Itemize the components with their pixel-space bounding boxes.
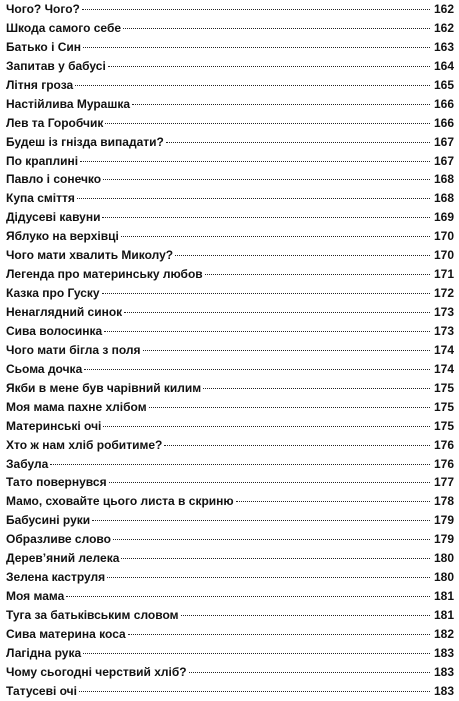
toc-entry-page-number: 181 [433, 608, 454, 622]
toc-dot-leader [77, 198, 430, 199]
toc-entry-title: Тато повернувся [6, 475, 107, 490]
toc-entry [6, 322, 454, 341]
toc-dot-leader [80, 161, 430, 162]
toc-entry [6, 189, 454, 208]
toc-dot-leader [84, 369, 430, 370]
toc-entry [6, 492, 454, 511]
toc-dot-leader [164, 445, 430, 446]
toc-entry-page-number: 183 [433, 683, 454, 698]
toc-list [6, 0, 454, 701]
toc-entry-title: По краплині [6, 153, 79, 168]
toc-entry-page-number: 175 [433, 418, 454, 433]
toc-entry-title: Зелена каструля [6, 570, 106, 585]
toc-dot-leader [83, 653, 430, 654]
toc-entry [6, 19, 454, 38]
toc-entry-title: Будеш із гнізда випадати? [6, 134, 164, 149]
toc-entry [6, 303, 454, 322]
toc-entry-title: Чого мати бігла з поля [6, 342, 141, 357]
toc-entry [6, 587, 454, 606]
toc-entry [6, 152, 454, 171]
toc-entry [6, 341, 454, 360]
toc-dot-leader [75, 85, 430, 86]
toc-entry-title: Мамо, сховайте цього листа в скриню [6, 494, 234, 509]
toc-dot-leader [189, 672, 430, 673]
toc-entry-title: Татусеві очі [6, 683, 77, 698]
toc-entry-title: Ненаглядний синок [6, 305, 123, 319]
toc-dot-leader [108, 66, 430, 67]
toc-entry-title: Запитав у бабусі [6, 58, 106, 73]
toc-entry [6, 265, 454, 284]
toc-entry-title: Сьома дочка [6, 361, 83, 376]
toc-entry [6, 0, 454, 19]
toc-entry [6, 114, 454, 133]
toc-entry [6, 473, 454, 492]
toc-entry-page-number: 175 [433, 399, 454, 414]
toc-dot-leader [205, 274, 430, 275]
toc-entry-title: Сива материна коса [6, 626, 126, 641]
toc-entry-title: Моя мама пахне хлібом [6, 399, 147, 414]
toc-entry-page-number: 175 [433, 380, 454, 395]
toc-dot-leader [103, 179, 430, 180]
toc-entry-page-number: 162 [433, 20, 454, 35]
toc-entry-title: Шкода самого себе [6, 20, 122, 35]
toc-dot-leader [103, 426, 430, 427]
toc-entry-title: Материнські очі [6, 418, 102, 433]
toc-entry [6, 227, 454, 246]
toc-entry-title: Образливе слово [6, 532, 111, 547]
toc-entry [6, 417, 454, 436]
toc-entry-page-number: 171 [433, 267, 454, 282]
toc-dot-leader [82, 9, 430, 10]
toc-dot-leader [66, 596, 430, 597]
toc-dot-leader [83, 47, 430, 48]
toc-dot-leader [121, 558, 430, 559]
toc-entry-title: Казка про Гуску [6, 286, 100, 301]
toc-dot-leader [92, 520, 430, 521]
toc-dot-leader [149, 407, 430, 408]
toc-entry-page-number: 180 [433, 570, 454, 585]
toc-entry-page-number: 178 [433, 494, 454, 509]
toc-entry-page-number: 182 [433, 626, 454, 641]
toc-dot-leader [102, 293, 430, 294]
toc-dot-leader [50, 464, 430, 465]
toc-entry-page-number: 163 [433, 39, 454, 54]
toc-entry-page-number: 165 [433, 77, 454, 92]
toc-entry-title: Дідусеві кавуни [6, 210, 101, 225]
toc-entry-title: Чого мати хвалить Миколу? [6, 248, 174, 263]
toc-dot-leader [113, 539, 430, 540]
toc-entry-page-number: 173 [433, 305, 454, 319]
toc-entry-title: Дерев’яний лелека [6, 551, 120, 566]
toc-entry [6, 360, 454, 379]
toc-entry-title: Яблуко на верхівці [6, 229, 119, 244]
toc-entry-page-number: 168 [433, 172, 454, 187]
toc-entry-page-number: 179 [433, 532, 454, 547]
toc-entry-page-number: 170 [433, 229, 454, 244]
toc-entry [6, 38, 454, 57]
toc-entry-page-number: 166 [433, 96, 454, 111]
toc-entry [6, 398, 454, 417]
toc-dot-leader [102, 217, 430, 218]
toc-entry-title: Літня гроза [6, 77, 74, 92]
toc-entry-page-number: 181 [433, 589, 454, 604]
toc-dot-leader [109, 482, 430, 483]
toc-entry-page-number: 167 [433, 134, 454, 149]
toc-dot-leader [107, 577, 430, 578]
toc-entry-title: Хто ж нам хліб робитиме? [6, 437, 163, 452]
toc-entry-title: Батько і Син [6, 39, 82, 54]
toc-entry [6, 511, 454, 530]
toc-entry [6, 133, 454, 152]
toc-entry-page-number: 174 [433, 361, 454, 376]
toc-entry-page-number: 169 [433, 210, 454, 225]
toc-entry [6, 568, 454, 587]
toc-entry [6, 549, 454, 568]
toc-entry-title: Якби в мене був чарівний килим [6, 380, 202, 395]
toc-entry [6, 284, 454, 303]
toc-entry [6, 379, 454, 398]
toc-entry-page-number: 177 [433, 475, 454, 490]
toc-dot-leader [124, 312, 430, 313]
toc-entry-title: Легенда про материнську любов [6, 267, 203, 282]
toc-entry [6, 682, 454, 701]
toc-entry-page-number: 172 [433, 286, 454, 301]
toc-entry-title: Чого? Чого? [6, 2, 80, 16]
toc-dot-leader [181, 615, 430, 616]
toc-entry-title: Туга за батьківським словом [6, 608, 179, 622]
toc-entry-page-number: 166 [433, 115, 454, 130]
toc-entry-page-number: 173 [433, 323, 454, 338]
toc-entry [6, 663, 454, 682]
toc-dot-leader [123, 28, 430, 29]
toc-entry-title: Моя мама [6, 589, 65, 604]
toc-entry [6, 208, 454, 227]
toc-dot-leader [128, 634, 430, 635]
toc-entry [6, 436, 454, 455]
toc-entry-page-number: 179 [433, 513, 454, 528]
toc-dot-leader [105, 123, 430, 124]
toc-entry [6, 76, 454, 95]
toc-entry-page-number: 180 [433, 551, 454, 566]
toc-entry-title: Купа сміття [6, 191, 75, 206]
toc-dot-leader [166, 142, 430, 143]
toc-entry [6, 530, 454, 549]
toc-entry [6, 644, 454, 663]
toc-entry-page-number: 183 [433, 645, 454, 660]
toc-entry [6, 625, 454, 644]
toc-entry-title: Настійлива Мурашка [6, 96, 131, 111]
toc-entry [6, 606, 454, 625]
toc-entry [6, 95, 454, 114]
toc-entry [6, 57, 454, 76]
toc-dot-leader [236, 501, 430, 502]
toc-entry-title: Павло і сонечко [6, 172, 102, 187]
toc-entry-page-number: 162 [433, 2, 454, 16]
toc-dot-leader [143, 350, 430, 351]
toc-dot-leader [203, 388, 430, 389]
toc-entry-page-number: 174 [433, 342, 454, 357]
toc-entry-page-number: 167 [433, 153, 454, 168]
toc-entry-title: Сива волосинка [6, 323, 103, 338]
toc-entry-title: Чому сьогодні черствий хліб? [6, 664, 187, 679]
toc-entry-page-number: 176 [433, 456, 454, 471]
toc-dot-leader [121, 236, 430, 237]
toc-entry-page-number: 164 [433, 58, 454, 73]
toc-dot-leader [175, 255, 430, 256]
toc-entry [6, 455, 454, 474]
toc-entry-title: Забула [6, 456, 49, 471]
toc-entry-page-number: 168 [433, 191, 454, 206]
toc-entry-page-number: 170 [433, 248, 454, 263]
toc-entry-title: Бабусині руки [6, 513, 91, 528]
toc-entry [6, 246, 454, 265]
toc-dot-leader [104, 331, 430, 332]
toc-dot-leader [79, 691, 430, 692]
toc-entry-page-number: 176 [433, 437, 454, 452]
toc-entry-title: Лев та Горобчик [6, 115, 104, 130]
toc-entry [6, 170, 454, 189]
toc-dot-leader [132, 104, 430, 105]
toc-entry-page-number: 183 [433, 664, 454, 679]
toc-entry-title: Лагідна рука [6, 645, 82, 660]
